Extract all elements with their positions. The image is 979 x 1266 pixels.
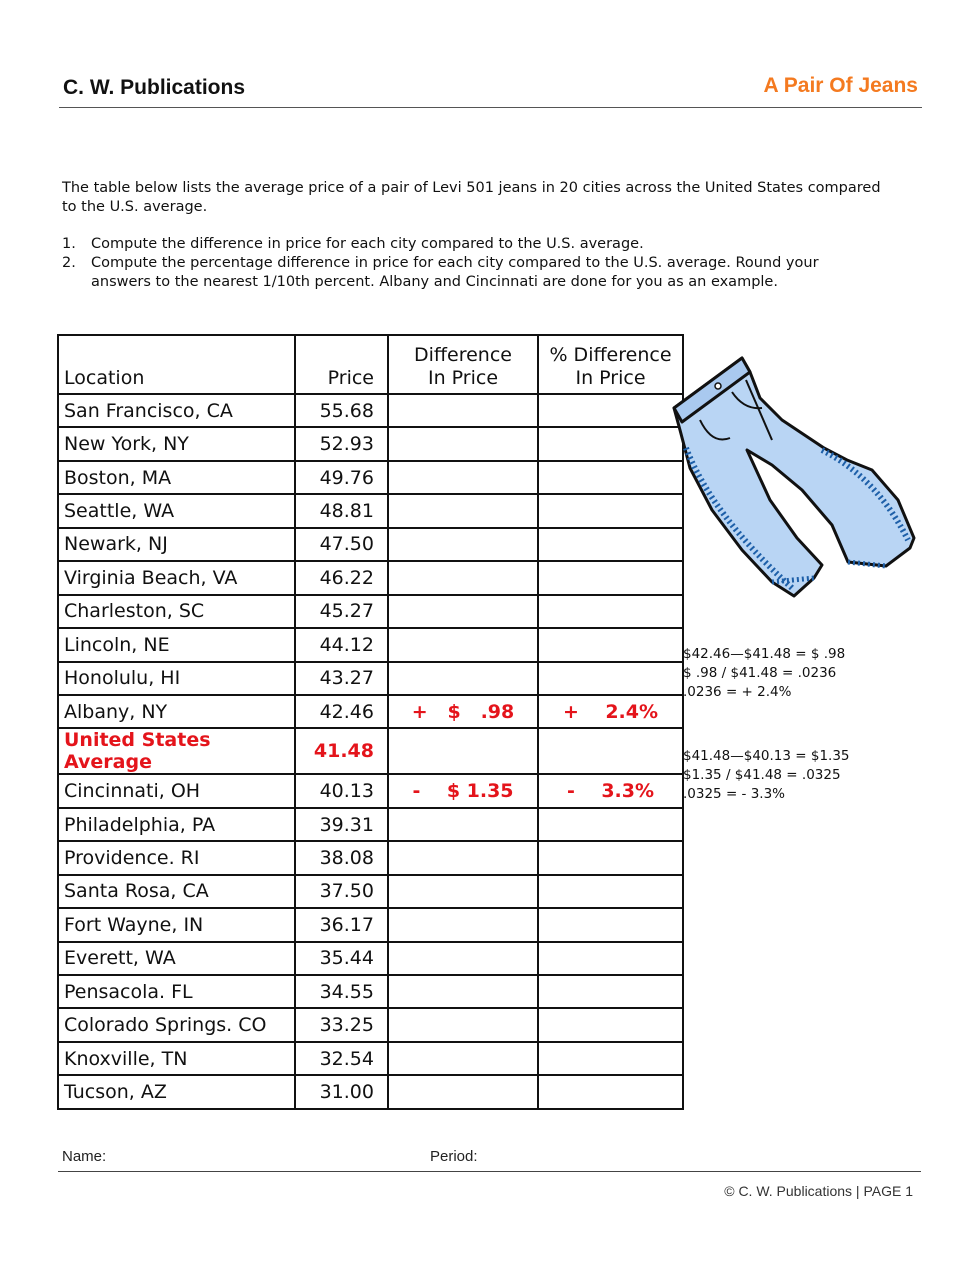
table-row	[58, 394, 683, 427]
jeans-icon	[672, 350, 922, 605]
cell-percent-difference	[538, 875, 683, 908]
cell-price: 34.55	[295, 975, 388, 1008]
header-divider	[59, 107, 922, 108]
table-header-row	[58, 335, 683, 394]
page-title: A Pair Of Jeans	[763, 74, 918, 97]
cell-location: Boston, MA	[58, 461, 295, 494]
cell-percent-difference	[538, 662, 683, 695]
header-difference-line1: Difference	[414, 344, 512, 366]
cell-difference	[388, 875, 538, 908]
cell-difference	[388, 841, 538, 874]
table-row	[58, 662, 683, 695]
cell-percent-difference	[538, 394, 683, 427]
cell-percent-difference	[538, 628, 683, 661]
cell-location: Seattle, WA	[58, 494, 295, 527]
cell-location: Lincoln, NE	[58, 628, 295, 661]
cell-percent-difference	[538, 561, 683, 594]
cell-price: 47.50	[295, 528, 388, 561]
table-row	[58, 461, 683, 494]
cell-location: Charleston, SC	[58, 595, 295, 628]
cell-difference	[388, 394, 538, 427]
cell-location: Newark, NJ	[58, 528, 295, 561]
cell-percent-difference	[538, 1042, 683, 1075]
cell-difference	[388, 808, 538, 841]
cell-price: 39.31	[295, 808, 388, 841]
cell-difference	[388, 728, 538, 774]
cell-difference	[388, 908, 538, 941]
cell-location: Honolulu, HI	[58, 662, 295, 695]
table-row	[58, 875, 683, 908]
publisher-name: C. W. Publications	[63, 76, 246, 99]
cell-price: 49.76	[295, 461, 388, 494]
cell-price: 35.44	[295, 942, 388, 975]
cell-difference	[388, 528, 538, 561]
cell-location: Providence. RI	[58, 841, 295, 874]
price-table	[57, 334, 684, 1110]
cell-price: 55.68	[295, 394, 388, 427]
cell-price: 44.12	[295, 628, 388, 661]
calc-line: .0325 = - 3.3%	[683, 786, 786, 802]
cell-difference	[388, 942, 538, 975]
table-row	[58, 908, 683, 941]
cell-difference: - $ 1.35	[388, 774, 538, 807]
cell-percent-difference	[538, 595, 683, 628]
table-row	[58, 1008, 683, 1041]
cell-percent-difference	[538, 975, 683, 1008]
header-location: Location	[58, 335, 295, 394]
instruction-text: Compute the percentage difference in price for each city compared to the U.S. average. Round your answers to the nearest 1/10th percent. Albany and Cincinnati are done for you as an example.	[91, 255, 819, 290]
cell-percent-difference	[538, 942, 683, 975]
cell-difference	[388, 595, 538, 628]
cell-price: 45.27	[295, 595, 388, 628]
calc-line: $ .98 / $41.48 = .0236	[683, 665, 837, 681]
cell-price: 52.93	[295, 427, 388, 460]
cell-difference	[388, 628, 538, 661]
cell-price: 33.25	[295, 1008, 388, 1041]
cell-location: Santa Rosa, CA	[58, 875, 295, 908]
cell-percent-difference	[538, 808, 683, 841]
instruction-item	[62, 254, 882, 292]
header-percent-line1: % Difference	[549, 344, 672, 366]
table-row	[58, 975, 683, 1008]
instruction-list	[62, 235, 882, 292]
table-row	[58, 1042, 683, 1075]
table-row	[58, 728, 683, 774]
cell-percent-difference: - 3.3%	[538, 774, 683, 807]
cell-percent-difference	[538, 528, 683, 561]
table-row	[58, 695, 683, 728]
instruction-item	[62, 235, 882, 254]
cincinnati-example-calculation	[683, 747, 850, 804]
table-row	[58, 561, 683, 594]
cell-price: 38.08	[295, 841, 388, 874]
cell-percent-difference	[538, 427, 683, 460]
cell-price: 40.13	[295, 774, 388, 807]
instruction-number: 1.	[62, 236, 76, 252]
cell-difference	[388, 1075, 538, 1108]
cell-price: 41.48	[295, 728, 388, 774]
cell-percent-difference	[538, 908, 683, 941]
cell-location: Albany, NY	[58, 695, 295, 728]
table-row	[58, 494, 683, 527]
calc-line: .0236 = + 2.4%	[683, 684, 792, 700]
instruction-text: Compute the difference in price for each city compared to the U.S. average.	[91, 236, 644, 252]
cell-difference	[388, 1042, 538, 1075]
cell-price: 43.27	[295, 662, 388, 695]
header-difference-line2: In Price	[427, 367, 499, 389]
intro-text: The table below lists the average price of a pair of Levi 501 jeans in 20 cities across the United States compared to the U.S. average.	[62, 180, 881, 215]
table-row	[58, 595, 683, 628]
table-row	[58, 427, 683, 460]
cell-difference	[388, 1008, 538, 1041]
cell-location: United States Average	[58, 728, 295, 774]
cell-location: Fort Wayne, IN	[58, 908, 295, 941]
cell-percent-difference	[538, 1008, 683, 1041]
cell-location: Cincinnati, OH	[58, 774, 295, 807]
cell-difference	[388, 975, 538, 1008]
cell-location: Virginia Beach, VA	[58, 561, 295, 594]
header-difference	[388, 335, 538, 394]
cell-percent-difference	[538, 1075, 683, 1108]
cell-difference	[388, 662, 538, 695]
cell-price: 37.50	[295, 875, 388, 908]
albany-example-calculation	[683, 645, 845, 702]
cell-difference	[388, 427, 538, 460]
table-row	[58, 774, 683, 807]
cell-location: San Francisco, CA	[58, 394, 295, 427]
cell-location: Philadelphia, PA	[58, 808, 295, 841]
cell-price: 46.22	[295, 561, 388, 594]
instruction-number: 2.	[62, 255, 76, 271]
header-percent-line2: In Price	[575, 367, 646, 389]
table-row	[58, 942, 683, 975]
cell-location: Colorado Springs. CO	[58, 1008, 295, 1041]
cell-price: 31.00	[295, 1075, 388, 1108]
name-label: Name:	[62, 1148, 107, 1165]
cell-percent-difference	[538, 461, 683, 494]
cell-location: Tucson, AZ	[58, 1075, 295, 1108]
table-row	[58, 628, 683, 661]
cell-price: 32.54	[295, 1042, 388, 1075]
cell-difference	[388, 494, 538, 527]
footer-divider	[58, 1171, 921, 1172]
cell-price: 48.81	[295, 494, 388, 527]
copyright-page-number: © C. W. Publications | PAGE 1	[724, 1183, 913, 1199]
calc-line: $41.48—$40.13 = $1.35	[683, 748, 850, 764]
cell-location: Pensacola. FL	[58, 975, 295, 1008]
cell-location: Knoxville, TN	[58, 1042, 295, 1075]
cell-difference	[388, 561, 538, 594]
cell-location: Everett, WA	[58, 942, 295, 975]
cell-percent-difference	[538, 841, 683, 874]
cell-price: 36.17	[295, 908, 388, 941]
header-percent-difference	[538, 335, 683, 394]
cell-percent-difference	[538, 494, 683, 527]
calc-line: $42.46—$41.48 = $ .98	[683, 646, 846, 662]
table-row	[58, 528, 683, 561]
cell-percent-difference: + 2.4%	[538, 695, 683, 728]
period-label: Period:	[430, 1148, 478, 1165]
cell-difference: + $ .98	[388, 695, 538, 728]
header-price: Price	[295, 335, 388, 394]
table-row	[58, 808, 683, 841]
cell-price: 42.46	[295, 695, 388, 728]
cell-location: New York, NY	[58, 427, 295, 460]
table-row	[58, 1075, 683, 1108]
table-row	[58, 841, 683, 874]
cell-percent-difference	[538, 728, 683, 774]
cell-difference	[388, 461, 538, 494]
calc-line: $1.35 / $41.48 = .0325	[683, 767, 841, 783]
